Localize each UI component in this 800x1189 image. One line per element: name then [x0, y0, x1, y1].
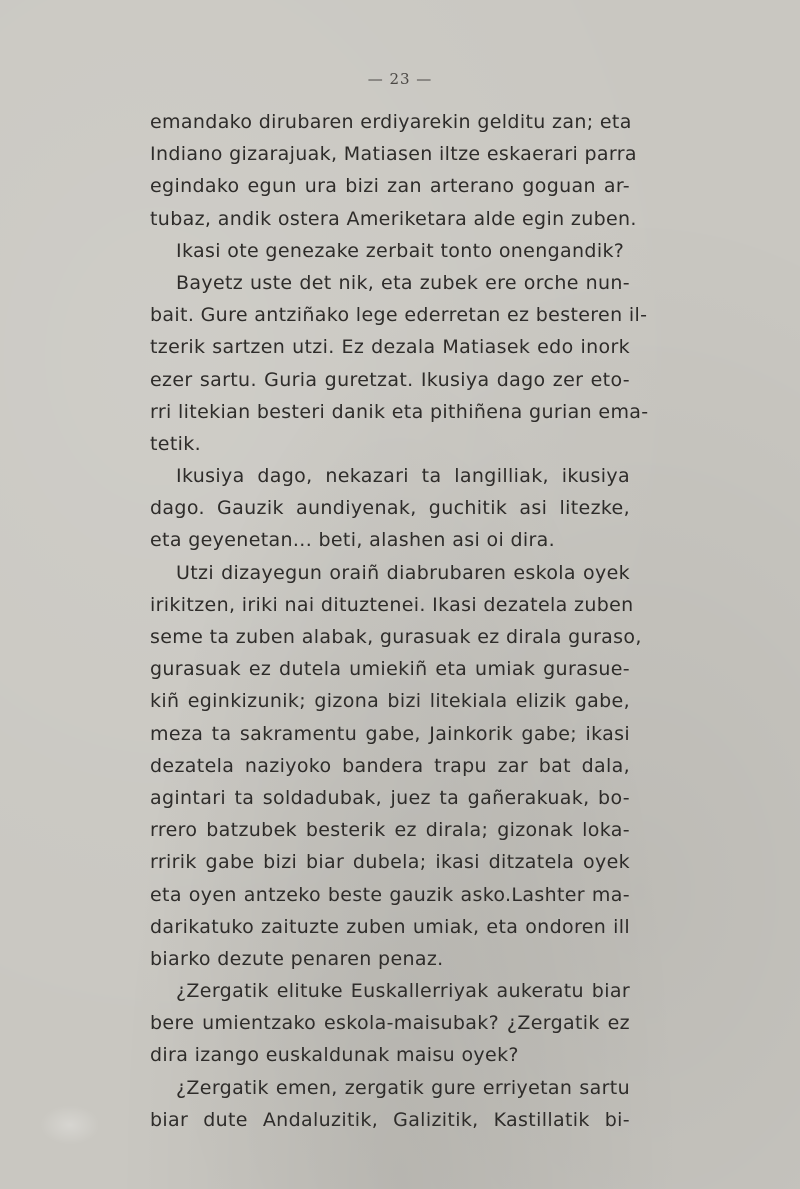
text-line: irikitzen, iriki nai dituztenei. Ikasi dezatela zuben: [150, 593, 634, 616]
text-line: tzerik sartzen utzi. Ez dezala Matiasek edo inork: [150, 336, 630, 359]
text-line: egindako egun ura bizi zan arterano goguan ar-: [150, 175, 630, 198]
text-line: gurasuak ez dutela umiekiñ eta umiak gurasue-: [150, 658, 630, 681]
text-line: tubaz, andik ostera Ameriketara alde egin zuben.: [150, 207, 637, 230]
text-line: darikatuko zaituzte zuben umiak, eta ondoren ill: [150, 915, 630, 938]
text-line: Ikasi ote genezake zerbait tonto onengandik?: [176, 239, 625, 262]
text-line: eta oyen antzeko beste gauzik asko.Lashter ma-: [150, 883, 630, 906]
text-line: ¿Zergatik elituke Euskallerriyak aukeratu biar: [176, 980, 630, 1003]
text-line: meza ta sakramentu gabe, Jainkorik gabe; ikasi: [150, 722, 630, 745]
text-line: tetik.: [150, 432, 202, 455]
text-line: eta geyenetan... beti, alashen asi oi dira.: [150, 529, 556, 552]
text-line: rrero batzubek besterik ez dirala; gizonak loka-: [150, 819, 630, 842]
text-line: rri litekian besteri danik eta pithiñena gurian ema-: [150, 400, 649, 423]
text-line: ¿Zergatik emen, zergatik gure erriyetan sartu: [176, 1076, 630, 1099]
page-number: — 23 —: [367, 70, 433, 88]
text-line: dezatela naziyoko bandera trapu zar bat dala,: [150, 754, 630, 777]
text-line: bere umientzako eskola-maisubak? ¿Zergatik ez: [150, 1012, 630, 1035]
text-line: dago. Gauzik aundiyenak, guchitik asi litezke,: [150, 497, 630, 520]
text-line: agintari ta soldadubak, juez ta gañerakuak, bo-: [150, 786, 630, 809]
text-line: seme ta zuben alabak, gurasuak ez dirala guraso,: [150, 626, 642, 648]
text-line: emandako dirubaren erdiyarekin gelditu zan; eta: [150, 111, 632, 133]
text-line: rririk gabe bizi biar dubela; ikasi ditzatela oyek: [150, 851, 630, 874]
body-text: [150, 106, 649, 1136]
paper-smudge: [40, 1105, 100, 1145]
text-line: kiñ eginkizunik; gizona bizi litekiala elizik gabe,: [150, 690, 630, 713]
text-line: Bayetz uste det nik, eta zubek ere orche nun-: [176, 271, 630, 294]
text-line: Indiano gizarajuak, Matiasen iltze eskaerari parra: [150, 143, 637, 166]
text-line: bait. Gure antziñako lege ederretan ez besteren il-: [150, 304, 648, 327]
text-line: dira izango euskaldunak maisu oyek?: [150, 1044, 519, 1067]
text-line: biar dute Andaluzitik, Galizitik, Kastillatik bi-: [150, 1108, 630, 1131]
text-line: biarko dezute penaren penaz.: [150, 947, 444, 970]
text-line: Ikusiya dago, nekazari ta langilliak, ikusiya: [176, 465, 630, 488]
text-line: Utzi dizayegun oraiñ diabrubaren eskola oyek: [176, 561, 630, 584]
text-line: ezer sartu. Guria guretzat. Ikusiya dago zer eto-: [150, 368, 630, 391]
